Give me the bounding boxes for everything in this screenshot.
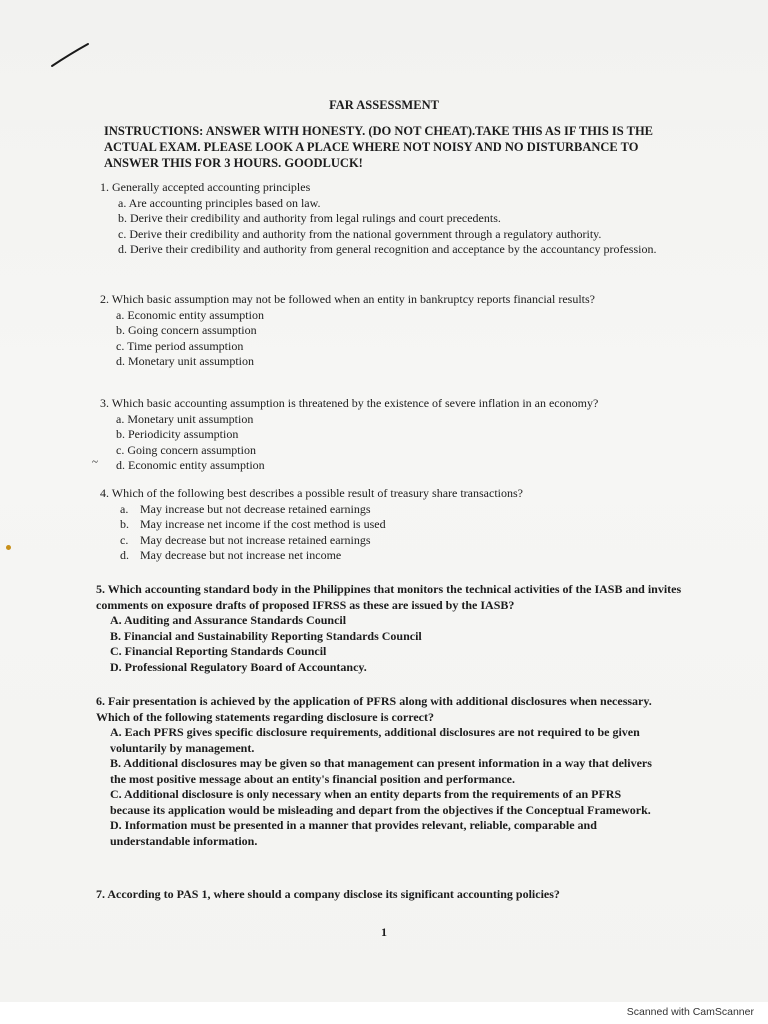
question-5 (96, 582, 686, 675)
question-stem: 6. Fair presentation is achieved by the application of PFRS along with additional disclosures when necessary. Which of the following statements regarding disclosure is correct? (96, 694, 652, 724)
option-a: a. Are accounting principles based on law. (118, 195, 321, 210)
question-stem: 7. According to PAS 1, where should a company disclose its significant accounting policies? (96, 887, 560, 901)
document-title: FAR ASSESSMENT (329, 98, 439, 112)
question-stem: 3. Which basic accounting assumption is threatened by the existence of severe inflation in an economy? (100, 396, 599, 410)
option-letter: d. (120, 548, 129, 562)
option-text: May increase but not decrease retained earnings (140, 501, 371, 516)
option-a: A. Each PFRS gives specific disclosure requirements, additional disclosures are not required to be given voluntarily by management. (110, 725, 640, 755)
option-a: a. Economic entity assumption (116, 307, 264, 322)
question-stem: 4. Which of the following best describes a possible result of treasury share transactions? (100, 486, 523, 500)
pen-stroke-mark (48, 40, 96, 70)
option-d: D. Professional Regulatory Board of Accountancy. (110, 659, 367, 674)
option-c (100, 533, 680, 549)
question-7 (96, 887, 686, 903)
option-a: A. Auditing and Assurance Standards Council (110, 613, 347, 627)
page-number: 1 (381, 925, 387, 939)
option-c: c. Going concern assumption (116, 442, 256, 457)
option-letter: a. (120, 501, 129, 516)
option-text: May decrease but not increase retained earnings (140, 532, 371, 547)
option-d: d. Derive their credibility and authority from general recognition and acceptance by the accountancy profession. (118, 242, 657, 256)
option-d: d. Monetary unit assumption (116, 354, 254, 368)
option-c: c. Time period assumption (116, 338, 244, 353)
option-b (100, 517, 680, 533)
option-c: C. Financial Reporting Standards Council (110, 644, 327, 658)
pen-tick-mark: ~ (92, 456, 98, 468)
option-c-text: c. Derive their credibility and authority from the national government through a regulatory authority. (118, 226, 602, 241)
question-6 (96, 694, 656, 849)
question-4 (100, 486, 680, 564)
instructions: INSTRUCTIONS: ANSWER WITH HONESTY. (DO NOT CHEAT).TAKE THIS AS IF THIS IS THE ACTUAL EXAM. PLEASE LOOK A PLACE WHERE NOT NOISY AND NO DISTURBANCE TO ANSWER THIS FOR 3 HOURS. GOODLUCK! (104, 124, 654, 170)
option-d (100, 548, 680, 564)
option-b: b. Derive their credibility and authority from legal rulings and court precedents. (118, 211, 501, 225)
option-text: May decrease but not increase net income (140, 548, 342, 562)
option-letter: b. (120, 517, 129, 531)
ink-dot (6, 545, 11, 550)
question-2 (100, 292, 680, 370)
option-letter: c. (120, 532, 129, 547)
question-stem: 5. Which accounting standard body in the Philippines that monitors the technical activities of the IASB and invites comments on exposure drafts of proposed IFRSS as these are issued by the IASB? (96, 582, 682, 612)
option-b: b. Periodicity assumption (116, 427, 239, 441)
option-a (100, 502, 680, 518)
question-3 (100, 396, 680, 474)
option-b: B. Additional disclosures may be given so that management can present information in a way that delivers the most positive message about an entity's financial position and performance. (110, 756, 652, 786)
option-d: d. Economic entity assumption (116, 458, 265, 472)
option-a: a. Monetary unit assumption (116, 411, 254, 426)
question-1 (100, 180, 680, 258)
option-b: B. Financial and Sustainability Reporting Standards Council (110, 628, 422, 643)
option-c: C. Additional disclosure is only necessary when an entity departs from the requirements of an PFRS because its application would be misleading and depart from the objectives if the Conceptual Framework. (110, 787, 651, 817)
question-stem: 2. Which basic assumption may not be followed when an entity in bankruptcy reports financial results? (100, 292, 595, 306)
question-stem: 1. Generally accepted accounting principles (100, 180, 311, 194)
scanner-watermark: Scanned with CamScanner (626, 1006, 754, 1018)
option-d: D. Information must be presented in a manner that provides relevant, reliable, comparable and understandable information. (110, 818, 597, 848)
option-b: b. Going concern assumption (116, 323, 257, 337)
option-text: May increase net income if the cost method is used (140, 517, 386, 531)
option-c-circled (100, 227, 680, 243)
